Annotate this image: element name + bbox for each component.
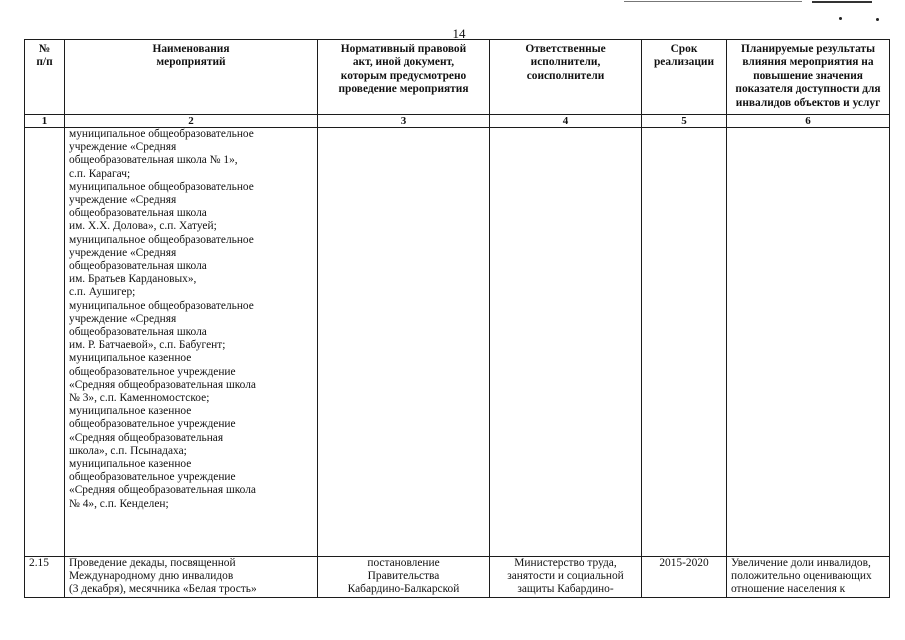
column-number: 5 — [642, 115, 727, 128]
scan-artifact-line — [812, 1, 872, 3]
table-row-continuation — [25, 128, 890, 557]
row-number: 2.15 — [25, 557, 65, 598]
scan-artifact-dot — [839, 17, 842, 20]
legal-act-cell: постановление Правительства Кабардино-Балкарской — [318, 557, 490, 598]
scan-artifact-line — [624, 1, 802, 2]
scan-artifact-dot — [876, 18, 879, 21]
measure-name-cell: Проведение декады, посвященной Международному дню инвалидов (3 декабря), месячника «Белая трость» — [65, 557, 318, 598]
column-number-row — [25, 115, 890, 128]
header-legal-act: Нормативный правовой акт, иной документ, которым предусмотрено проведение мероприятия — [318, 40, 490, 115]
measures-table — [24, 39, 890, 598]
column-number: 2 — [65, 115, 318, 128]
cell-number-empty — [25, 128, 65, 557]
cell-empty — [490, 128, 642, 557]
page-number: 14 — [452, 26, 466, 41]
column-number: 3 — [318, 115, 490, 128]
column-number: 6 — [727, 115, 890, 128]
executors-cell: Министерство труда, занятости и социальной защиты Кабардино- — [490, 557, 642, 598]
column-number: 1 — [25, 115, 65, 128]
table-row-2-15 — [25, 557, 890, 598]
cell-empty — [727, 128, 890, 557]
planned-result-cell: Увеличение доли инвалидов, положительно оценивающих отношение населения к — [727, 557, 890, 598]
header-executors: Ответственные исполнители, соисполнители — [490, 40, 642, 115]
cell-empty — [318, 128, 490, 557]
header-number: № п/п — [25, 40, 65, 115]
period-cell: 2015-2020 — [642, 557, 727, 598]
table-header-row — [25, 40, 890, 115]
school-list-cell: муниципальное общеобразовательное учреждение «Средняя общеобразовательная школа № 1», с.п. Карагач; муниципальное общеобразовательное учреждение «Средняя общеобразовательная школа им. Х.Х. Долова», с.п. Хатуей; муниципальное общеобразовательное учреждение «Средняя общеобразовательная школа им. Братьев Кардановых», с.п. Аушигер; муниципальное общеобразовательное учреждение «Средняя общеобразовательная школа им. Р. Батчаевой», с.п. Бабугент; муниципальное казенное общеобразовательное учреждение «Средняя общеобразовательная школа № 3», с.п. Каменномостское; муниципальное казенное общеобразовательное учреждение «Средняя общеобразовательная школа», с.п. Псынадаха; муниципальное казенное общеобразовательное учреждение «Средняя общеобразовательная школа № 4», с.п. Кенделен; — [65, 128, 318, 557]
header-period: Срок реализации — [642, 40, 727, 115]
column-number: 4 — [490, 115, 642, 128]
header-planned-results: Планируемые результаты влияния мероприятия на повышение значения показателя доступности для инвалидов объектов и услуг — [727, 40, 890, 115]
cell-empty — [642, 128, 727, 557]
header-measure-names: Наименования мероприятий — [65, 40, 318, 115]
